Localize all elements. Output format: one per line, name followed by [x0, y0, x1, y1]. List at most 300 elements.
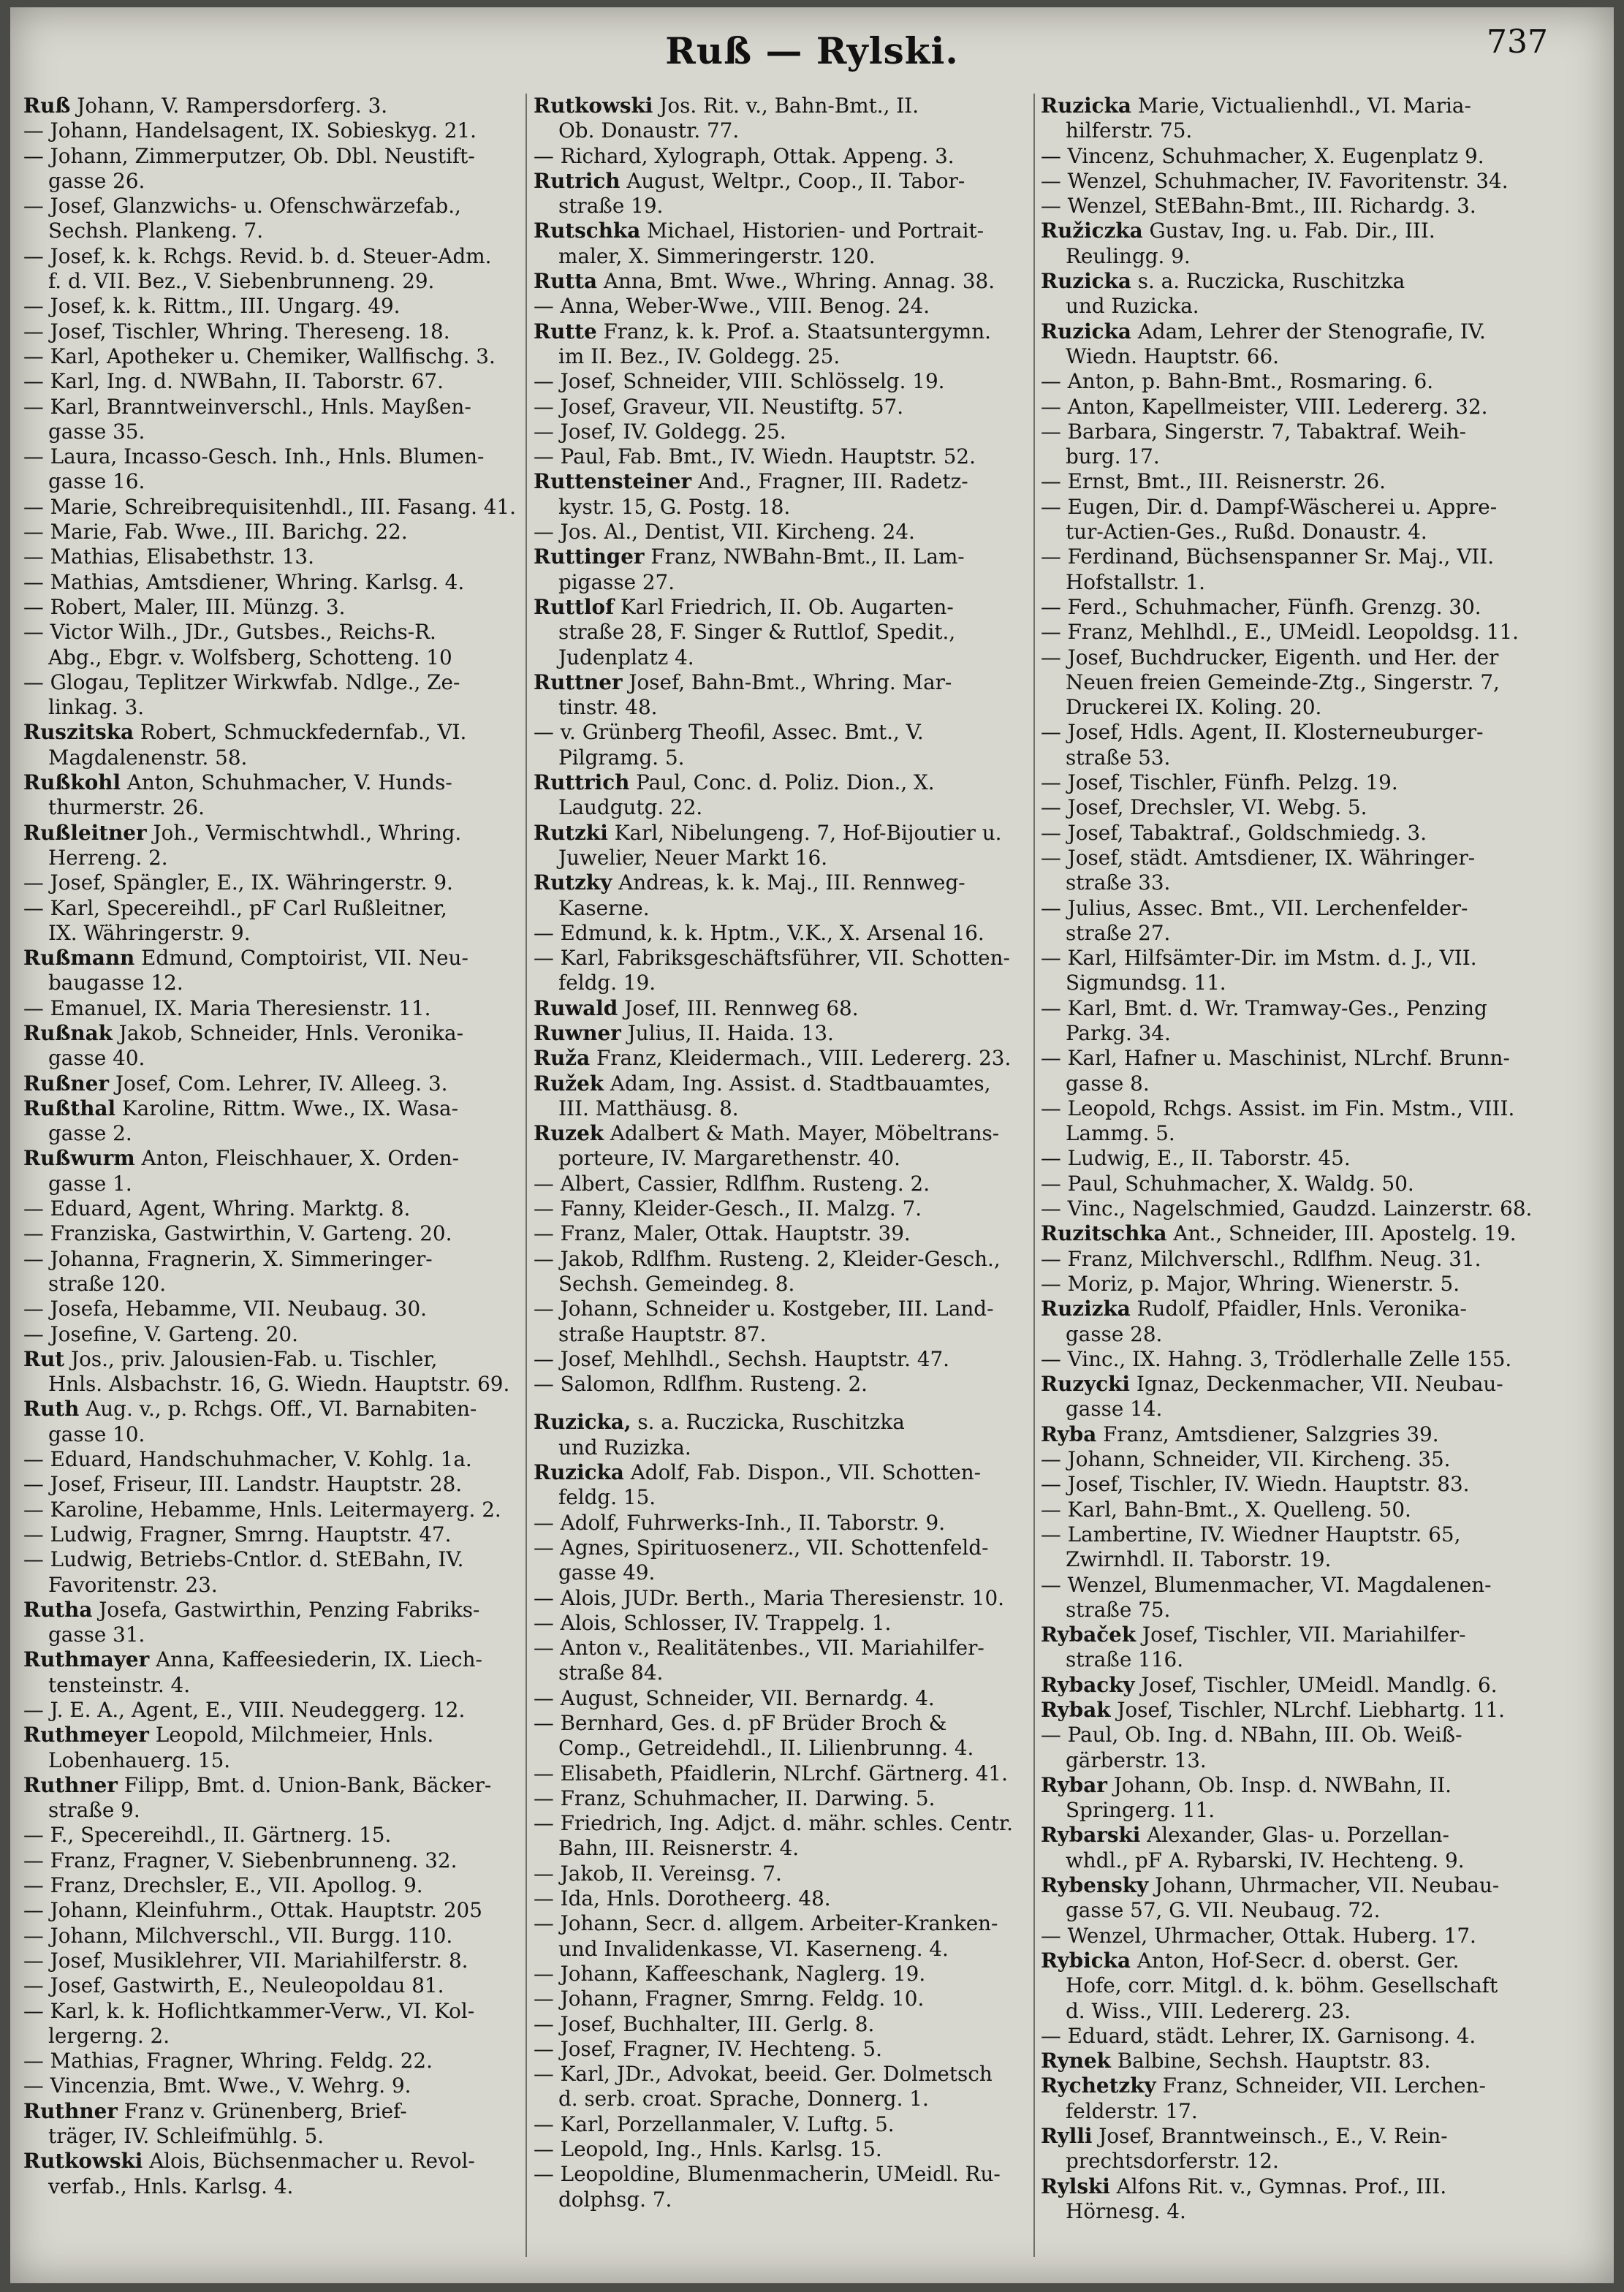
- entry-line: Magdalenenstr. 58.: [48, 745, 248, 770]
- directory-entry: [534, 1172, 1031, 1196]
- entry-line: Ruth Aug. v., p. Rchgs. Off., VI. Barnabiten-: [23, 1397, 477, 1422]
- entry-line: d. serb. croat. Sprache, Donnerg. 1.: [558, 2087, 929, 2111]
- entry-line: Ruttlof Karl Friedrich, II. Ob. Augarten-: [534, 594, 954, 619]
- entry-line: Rybacky Josef, Tischler, UMeidl. Mandlg. 6.: [1041, 1672, 1498, 1697]
- directory-entry: [1041, 395, 1538, 420]
- entry-line: Ruthmeyer Leopold, Milchmeier, Hnls.: [23, 1723, 434, 1748]
- directory-entry: [534, 1372, 1031, 1397]
- entry-line: gärberstr. 13.: [1066, 1748, 1207, 1772]
- directory-entry: [23, 1924, 520, 1948]
- entry-line: Rutha Josefa, Gastwirthin, Penzing Fabriks-: [23, 1597, 480, 1622]
- directory-entry: [1041, 2124, 1538, 2174]
- directory-entry: [1041, 1873, 1538, 1924]
- directory-entry: [534, 1247, 1031, 1297]
- entry-line: — Josef, IV. Goldegg. 25.: [534, 419, 786, 444]
- surname: Ruttlof: [534, 594, 615, 619]
- entry-line: tensteinstr. 4.: [48, 1672, 191, 1697]
- page-number: 737: [1487, 23, 1548, 61]
- directory-entry: [534, 1046, 1031, 1071]
- directory-entry: [534, 2137, 1031, 2162]
- directory-entry: [23, 319, 520, 344]
- entry-line: — Ludwig, Fragner, Smrng. Hauptstr. 47.: [23, 1522, 452, 1547]
- directory-entry: [1041, 1948, 1538, 2024]
- entry-line: — Franziska, Gastwirthin, V. Garteng. 20.: [23, 1221, 452, 1246]
- directory-entry: [1041, 369, 1538, 394]
- directory-entry: [534, 169, 1031, 219]
- entry-line: baugasse 12.: [48, 971, 183, 995]
- entry-line: Sechsh. Gemeindeg. 8.: [558, 1271, 795, 1296]
- directory-entry: [534, 670, 1031, 721]
- entry-line: Herreng. 2.: [48, 845, 168, 870]
- entry-line: — Johann, Kaffeeschank, Naglerg. 19.: [534, 1961, 926, 1986]
- directory-entry: [1041, 1924, 1538, 1948]
- surname: Rynek: [1041, 2049, 1111, 2073]
- directory-entry: [1041, 1146, 1538, 1171]
- entry-line: — Karl, Ing. d. NWBahn, II. Taborstr. 67.: [23, 369, 444, 394]
- entry-line: — Mathias, Amtsdiener, Whring. Karlsg. 4.: [23, 569, 465, 594]
- entry-line: Zwirnhdl. II. Taborstr. 19.: [1066, 1547, 1332, 1572]
- entry-line: — Leopoldine, Blumenmacherin, UMeidl. Ru-: [534, 2162, 1001, 2187]
- surname: Ruszitska: [23, 720, 134, 745]
- entry-line: — Franz, Schuhmacher, II. Darwing. 5.: [534, 1786, 936, 1810]
- entry-line: — Anton, Kapellmeister, VIII. Ledererg. 32.: [1041, 394, 1488, 419]
- directory-entry: [534, 1297, 1031, 1347]
- entry-line: Ruzicka Adam, Lehrer der Stenografie, IV.: [1041, 319, 1486, 344]
- entry-line: Rybaček Josef, Tischler, VII. Mariahilfer-: [1041, 1623, 1466, 1647]
- directory-entry: [1041, 1347, 1538, 1372]
- column-divider: [525, 94, 527, 2257]
- directory-entry: [534, 946, 1031, 996]
- entry-line: — Josef, Drechsler, VI. Webg. 5.: [1041, 795, 1367, 820]
- entry-line: d. Wiss., VIII. Ledererg. 23.: [1066, 1998, 1351, 2023]
- entry-line: — Ferd., Schuhmacher, Fünfh. Grenzg. 30.: [1041, 594, 1481, 619]
- directory-entry: [1041, 1372, 1538, 1422]
- surname: Rychetzky: [1041, 2073, 1156, 2098]
- entry-line: — Josef, k. k. Rchgs. Revid. b. d. Steuer-Adm.: [23, 243, 492, 268]
- entry-line: Ruthner Filipp, Bmt. d. Union-Bank, Bäcker-: [23, 1772, 492, 1797]
- surname: Ruzicka: [1041, 269, 1131, 294]
- entry-line: Wiedn. Hauptstr. 66.: [1066, 344, 1280, 368]
- entry-line: — Johann, Handelsagent, IX. Sobieskyg. 21.: [23, 118, 477, 143]
- directory-entry: [534, 144, 1031, 169]
- directory-entry: [534, 996, 1031, 1021]
- entry-line: lergerng. 2.: [48, 2023, 170, 2048]
- entry-line: — Karl, Fabriksgeschäftsführer, VII. Schotten-: [534, 946, 1010, 971]
- directory-entry: [1041, 544, 1538, 595]
- directory-entry: [534, 1221, 1031, 1246]
- entry-line: Rutkowski Alois, Büchsenmacher u. Revol-: [23, 2149, 475, 2174]
- entry-line: Comp., Getreidehdl., II. Lilienbrunng. 4.: [558, 1736, 974, 1761]
- entry-line: — Josef, Friseur, III. Landstr. Hauptstr. 28.: [23, 1472, 463, 1497]
- entry-line: — Josefa, Hebamme, VII. Neubaug. 30.: [23, 1297, 427, 1321]
- directory-entry: [1041, 219, 1538, 269]
- entry-line: pigasse 27.: [558, 569, 675, 594]
- surname: Ruttensteiner: [534, 469, 692, 494]
- directory-entry: [1041, 770, 1538, 795]
- entry-line: Pilgramg. 5.: [558, 745, 685, 770]
- entry-line: — Anton v., Realitätenbes., VII. Mariahilfer-: [534, 1636, 984, 1661]
- entry-line: — Salomon, Rdlfhm. Rusteng. 2.: [534, 1372, 868, 1397]
- surname: Ružiczka: [1041, 219, 1143, 243]
- entry-line: — Agnes, Spirituosenerz., VII. Schottenfeld-: [534, 1535, 989, 1560]
- entry-line: — Leopold, Rchgs. Assist. im Fin. Mstm., VIII.: [1041, 1096, 1515, 1120]
- entry-line: Druckerei IX. Koling. 20.: [1066, 695, 1322, 720]
- entry-line: tur-Actien-Ges., Rußd. Donaustr. 4.: [1066, 520, 1427, 544]
- entry-line: — Ludwig, E., II. Taborstr. 45.: [1041, 1146, 1351, 1171]
- surname: Ryba: [1041, 1422, 1097, 1446]
- directory-entry: [23, 1247, 520, 1297]
- directory-entry: [534, 420, 1031, 444]
- surname: Rußthal: [23, 1096, 116, 1120]
- entry-line: — Mathias, Elisabethstr. 13.: [23, 544, 314, 569]
- entry-line: — Wenzel, Uhrmacher, Ottak. Huberg. 17.: [1041, 1923, 1476, 1948]
- entry-line: — Johann, Zimmerputzer, Ob. Dbl. Neustift-: [23, 143, 475, 168]
- directory-entry: [534, 2012, 1031, 2037]
- directory-entry: [23, 1021, 520, 1071]
- entry-line: — Glogau, Teplitzer Wirkwfab. Ndlge., Ze-: [23, 669, 460, 694]
- entry-line: — Johann, Schneider, VII. Kircheng. 35.: [1041, 1447, 1451, 1472]
- entry-line: — Johann, Kleinfuhrm., Ottak. Hauptstr. 205: [23, 1898, 482, 1923]
- surname: Rußner: [23, 1071, 109, 1096]
- entry-line: Rybak Josef, Tischler, NLrchf. Liebhartg. 11.: [1041, 1698, 1505, 1722]
- page-title: Ruß — Rylski.: [665, 29, 959, 72]
- directory-entry: [23, 1096, 520, 1147]
- directory-entry: [23, 1146, 520, 1196]
- entry-line: — Josef, städt. Amtsdiener, IX. Währinger-: [1041, 845, 1476, 870]
- surname: Rußwurm: [23, 1146, 135, 1171]
- entry-line: Reulingg. 9.: [1066, 243, 1191, 268]
- directory-entry: [1041, 1247, 1538, 1272]
- directory-entry: [1041, 420, 1538, 470]
- entry-line: — Karl, JDr., Advokat, beeid. Ger. Dolmetsch: [534, 2062, 993, 2087]
- entry-line: gasse 2.: [48, 1121, 132, 1146]
- surname: Ruzizka: [1041, 1297, 1131, 1321]
- entry-line: Ryba Franz, Amtsdiener, Salzgries 39.: [1041, 1422, 1439, 1446]
- entry-line: Neuen freien Gemeinde-Ztg., Singerstr. 7,: [1066, 669, 1500, 694]
- directory-entry: [23, 620, 520, 670]
- entry-line: — Bernhard, Ges. d. pF Brüder Broch &: [534, 1711, 947, 1735]
- directory-entry: [23, 570, 520, 595]
- entry-line: — Eugen, Dir. d. Dampf-Wäscherei u. Appre-: [1041, 494, 1498, 519]
- entry-line: — Karl, Branntweinverschl., Hnls. Mayßen-: [23, 394, 471, 419]
- entry-line: f. d. VII. Bez., V. Siebenbrunneng. 29.: [48, 269, 435, 294]
- entry-line: linkag. 3.: [48, 695, 145, 720]
- directory-entry: [1041, 469, 1538, 494]
- surname: Ruttner: [534, 669, 623, 694]
- entry-line: Ruzitschka Ant., Schneider, III. Apostelg. 19.: [1041, 1221, 1517, 1246]
- directory-entry: [534, 1886, 1031, 1911]
- entry-line: — Anton, p. Bahn-Bmt., Rosmaring. 6.: [1041, 369, 1434, 394]
- surname: Ruža: [534, 1046, 591, 1071]
- entry-line: — Julius, Assec. Bmt., VII. Lerchenfelder-: [1041, 895, 1468, 920]
- entry-line: whdl., pF A. Rybarski, IV. Hechteng. 9.: [1066, 1848, 1465, 1872]
- entry-line: gasse 26.: [48, 168, 145, 193]
- entry-line: Rutta Anna, Bmt. Wwe., Whring. Annag. 38.: [534, 269, 995, 294]
- surname: Ruzicka: [1041, 319, 1131, 344]
- entry-line: Ruzicka s. a. Ruczicka, Ruschitzka: [1041, 269, 1405, 294]
- directory-entry: [1041, 1522, 1538, 1573]
- entry-line: — Josefine, V. Garteng. 20.: [23, 1321, 298, 1346]
- entry-line: und Ruzicka.: [1066, 294, 1199, 319]
- entry-line: — Ida, Hnls. Dorotheerg. 48.: [534, 1886, 831, 1911]
- entry-line: Rußmann Edmund, Comptoirist, VII. Neu-: [23, 946, 468, 971]
- directory-entry: [23, 670, 520, 721]
- entry-line: träger, IV. Schleifmühlg. 5.: [48, 2124, 325, 2149]
- entry-line: Juwelier, Neuer Markt 16.: [558, 845, 828, 870]
- directory-entry: [534, 1021, 1031, 1046]
- entry-line: — v. Grünberg Theofil, Assec. Bmt., V.: [534, 720, 924, 745]
- entry-line: — Josef, Schneider, VIII. Schlösselg. 19.: [534, 369, 945, 394]
- entry-line: — Johann, Fragner, Smrng. Feldg. 10.: [534, 1986, 925, 2011]
- entry-line: — Emanuel, IX. Maria Theresienstr. 11.: [23, 995, 431, 1020]
- entry-line: — Karoline, Hebamme, Hnls. Leitermayerg. 2.: [23, 1497, 501, 1522]
- directory-entry: [23, 1973, 520, 1998]
- entry-line: — J. E. A., Agent, E., VIII. Neudeggerg. 12.: [23, 1698, 466, 1722]
- entry-line: — Paul, Schuhmacher, X. Waldg. 50.: [1041, 1171, 1414, 1196]
- entry-line: Bahn, III. Reisnerstr. 4.: [558, 1836, 800, 1861]
- entry-line: — Jakob, II. Vereinsg. 7.: [534, 1861, 782, 1886]
- directory-entry: [1041, 495, 1538, 545]
- entry-line: Lammg. 5.: [1066, 1121, 1175, 1146]
- directory-entry: [23, 1498, 520, 1522]
- entry-line: gasse 28.: [1066, 1321, 1163, 1346]
- entry-line: straße 28, F. Singer & Ruttlof, Spedit.,: [558, 620, 956, 645]
- entry-line: — Richard, Xylograph, Ottak. Appeng. 3.: [534, 143, 955, 168]
- directory-entry: [534, 469, 1031, 520]
- entry-line: Ob. Donaustr. 77.: [558, 118, 740, 143]
- directory-entry: [1041, 1472, 1538, 1497]
- entry-line: — Franz, Milchverschl., Rdlfhm. Neug. 31.: [1041, 1246, 1481, 1271]
- entry-line: Ruwner Julius, II. Haida. 13.: [534, 1020, 834, 1045]
- entry-line: Ruzicka Adolf, Fab. Dispon., VII. Schotten-: [534, 1460, 982, 1485]
- entry-line: tinstr. 48.: [558, 695, 658, 720]
- column-2: [534, 94, 1031, 2272]
- directory-entry: [23, 1823, 520, 1848]
- entry-line: — Eduard, Handschuhmacher, V. Kohlg. 1a.: [23, 1447, 472, 1472]
- entry-line: Lobenhauerg. 15.: [48, 1748, 231, 1772]
- entry-line: Rutkowski Jos. Rit. v., Bahn-Bmt., II.: [534, 94, 919, 118]
- directory-entry: [1041, 144, 1538, 169]
- directory-entry: [534, 319, 1031, 370]
- entry-line: — Josef, Graveur, VII. Neustiftg. 57.: [534, 394, 904, 419]
- surname: Ruwner: [534, 1020, 621, 1045]
- entry-line: — Johann, Secr. d. allgem. Arbeiter-Kranken-: [534, 1911, 998, 1936]
- entry-line: — Josef, Glanzwichs- u. Ofenschwärzefab.,: [23, 194, 461, 219]
- directory-entry: [23, 1221, 520, 1246]
- entry-line: — Lambertine, IV. Wiedner Hauptstr. 65,: [1041, 1522, 1461, 1547]
- directory-entry: [1041, 169, 1538, 194]
- directory-entry: [1041, 1096, 1538, 1147]
- entry-line: — Elisabeth, Pfaidlerin, NLrchf. Gärtnerg. 41.: [534, 1761, 1008, 1786]
- entry-line: straße 53.: [1066, 745, 1171, 770]
- surname: Rutzky: [534, 870, 612, 895]
- entry-line: Rutschka Michael, Historien- und Portrait-: [534, 219, 984, 243]
- directory-entry: [1041, 319, 1538, 370]
- entry-line: gasse 1.: [48, 1171, 132, 1196]
- entry-line: — Josef, Tischler, Fünfh. Pelzg. 19.: [1041, 770, 1398, 795]
- entry-line: gasse 35.: [48, 419, 145, 444]
- entry-line: — Eduard, städt. Lehrer, IX. Garnisong. 4.: [1041, 2023, 1476, 2048]
- directory-entry: [534, 544, 1031, 595]
- entry-line: — Alois, Schlosser, IV. Trappelg. 1.: [534, 1610, 892, 1635]
- entry-line: IX. Währingerstr. 9.: [48, 920, 251, 945]
- directory-entry: [23, 1898, 520, 1923]
- directory-entry: [1041, 269, 1538, 319]
- entry-line: — Karl, Porzellanmaler, V. Luftg. 5.: [534, 2111, 895, 2136]
- entry-line: — Leopold, Ing., Hnls. Karlsg. 15.: [534, 2137, 882, 2162]
- entry-line: Abg., Ebgr. v. Wolfsberg, Schotteng. 10: [48, 645, 452, 669]
- directory-entry: [23, 2149, 520, 2199]
- surname: Rybicka: [1041, 1948, 1131, 1973]
- entry-line: — Ferdinand, Büchsenspanner Sr. Maj., VII.: [1041, 544, 1495, 569]
- entry-line: Ruttensteiner And., Fragner, III. Radetz-: [534, 469, 968, 494]
- directory-page: [10, 7, 1614, 2283]
- entry-line: Rybar Johann, Ob. Insp. d. NWBahn, II.: [1041, 1772, 1452, 1797]
- directory-entry: [534, 1711, 1031, 1761]
- surname: Rußleitner: [23, 820, 147, 845]
- directory-entry: [534, 94, 1031, 144]
- entry-line: Rybarski Alexander, Glas- u. Porzellan-: [1041, 1823, 1449, 1848]
- entry-line: Rußleitner Joh., Vermischtwhdl., Whring.: [23, 820, 462, 845]
- entry-line: — Franz, Fragner, V. Siebenbrunneng. 32.: [23, 1848, 458, 1872]
- entry-line: — Anna, Weber-Wwe., VIII. Benog. 24.: [534, 294, 930, 319]
- surname: Ruthmeyer: [23, 1723, 149, 1748]
- directory-entry: [1041, 2024, 1538, 2049]
- surname: Ruzicka: [534, 1460, 624, 1485]
- directory-entry: [23, 1948, 520, 1973]
- entry-line: Ruthmayer Anna, Kaffeesiederin, IX. Liech-: [23, 1647, 482, 1672]
- directory-entry: [1041, 1698, 1538, 1723]
- directory-entry: [534, 1121, 1031, 1172]
- entry-line: straße 33.: [1066, 870, 1171, 895]
- directory-entry: [534, 1986, 1031, 2011]
- entry-line: straße 9.: [48, 1798, 140, 1823]
- entry-line: Rußkohl Anton, Schuhmacher, V. Hunds-: [23, 770, 452, 795]
- directory-entry: [1041, 1773, 1538, 1824]
- entry-line: — Johanna, Fragnerin, X. Simmeringer-: [23, 1246, 433, 1271]
- entry-line: Ruwald Josef, III. Rennweg 68.: [534, 995, 859, 1020]
- directory-entry: [1041, 946, 1538, 996]
- directory-entry: [534, 1811, 1031, 1862]
- surname: Ruttrich: [534, 770, 630, 795]
- directory-entry: [1041, 94, 1538, 144]
- entry-line: — Jos. Al., Dentist, VII. Kircheng. 24.: [534, 520, 915, 544]
- directory-entry: [1041, 1498, 1538, 1522]
- directory-entry: [1041, 1673, 1538, 1698]
- entry-line: Hörnesg. 4.: [1066, 2198, 1186, 2223]
- entry-line: Ruzicka Marie, Victualienhdl., VI. Maria-: [1041, 94, 1471, 118]
- directory-entry: [23, 544, 520, 569]
- directory-entry: [23, 1598, 520, 1648]
- entry-line: — Fanny, Kleider-Gesch., II. Malzg. 7.: [534, 1196, 922, 1221]
- entry-line: Ruszitska Robert, Schmuckfedernfab., VI.: [23, 720, 467, 745]
- entry-line: — Wenzel, Schuhmacher, IV. Favoritenstr. 34.: [1041, 168, 1509, 193]
- directory-entry: [23, 1999, 520, 2049]
- entry-line: — Marie, Fab. Wwe., III. Barichg. 22.: [23, 520, 408, 544]
- directory-entry: [1041, 1422, 1538, 1447]
- entry-line: feldg. 15.: [558, 1485, 656, 1510]
- entry-line: kystr. 15, G. Postg. 18.: [558, 494, 791, 519]
- entry-line: Rutte Franz, k. k. Prof. a. Staatsuntergymn.: [534, 319, 991, 344]
- directory-entry: [534, 1911, 1031, 1962]
- directory-entry: [534, 2037, 1031, 2062]
- entry-line: Ruttinger Franz, NWBahn-Bmt., II. Lam-: [534, 544, 965, 569]
- entry-line: — Vinc., IX. Hahng. 3, Trödlerhalle Zelle 155.: [1041, 1346, 1512, 1371]
- directory-entry: [534, 1410, 1031, 1460]
- entry-line: — Vinc., Nagelschmied, Gaudzd. Lainzerstr. 68.: [1041, 1196, 1533, 1221]
- entry-line: prechtsdorferstr. 12.: [1066, 2149, 1279, 2174]
- directory-entry: [23, 1522, 520, 1547]
- surname: Ružek: [534, 1071, 604, 1096]
- entry-line: — Josef, k. k. Rittm., III. Ungarg. 49.: [23, 294, 401, 319]
- entry-line: Hnls. Alsbachstr. 16, G. Wiedn. Hauptstr. 69.: [48, 1372, 510, 1397]
- entry-line: Rußner Josef, Com. Lehrer, IV. Alleeg. 3.: [23, 1071, 448, 1096]
- entry-line: Sechsh. Plankeng. 7.: [48, 219, 264, 243]
- entry-gap: [534, 1397, 1031, 1410]
- directory-entry: [534, 821, 1031, 871]
- entry-line: Ruzizka Rudolf, Pfaidler, Hnls. Veronika-: [1041, 1297, 1467, 1321]
- surname: Rutkowski: [23, 2149, 143, 2174]
- entry-line: — Josef, Tabaktraf., Goldschmiedg. 3.: [1041, 820, 1427, 845]
- directory-entry: [534, 520, 1031, 544]
- entry-line: — Alois, JUDr. Berth., Maria Theresienstr. 10.: [534, 1585, 1004, 1610]
- directory-entry: [534, 770, 1031, 821]
- directory-entry: [1041, 1272, 1538, 1297]
- entry-line: porteure, IV. Margarethenstr. 40.: [558, 1146, 901, 1171]
- directory-entry: [534, 2162, 1031, 2212]
- entry-line: — Josef, Spängler, E., IX. Währingerstr. 9.: [23, 870, 453, 895]
- page-header: [10, 7, 1614, 95]
- surname: Rybarski: [1041, 1823, 1141, 1848]
- entry-line: Ruthner Franz v. Grünenberg, Brief-: [23, 2098, 407, 2123]
- directory-entry: [1041, 720, 1538, 770]
- surname: Ruthner: [23, 1772, 118, 1797]
- entry-line: — Victor Wilh., JDr., Gutsbes., Reichs-R.: [23, 620, 436, 645]
- directory-entry: [23, 244, 520, 295]
- surname: Rutkowski: [534, 94, 653, 118]
- surname: Rußnak: [23, 1020, 113, 1045]
- entry-line: — Robert, Maler, III. Münzg. 3.: [23, 594, 346, 619]
- entry-line: — Josef, Fragner, IV. Hechteng. 5.: [534, 2036, 882, 2061]
- entry-line: Ruzek Adalbert & Math. Mayer, Möbeltrans-: [534, 1121, 1000, 1146]
- directory-entry: [23, 294, 520, 319]
- directory-entry: [534, 395, 1031, 420]
- entry-line: — Josef, Buchhalter, III. Gerlg. 8.: [534, 2011, 875, 2036]
- entry-line: straße 84.: [558, 1661, 664, 1685]
- directory-entry: [23, 2099, 520, 2149]
- directory-entry: [534, 1071, 1031, 1122]
- directory-entry: [23, 369, 520, 394]
- directory-entry: [23, 1547, 520, 1598]
- directory-entry: [534, 1962, 1031, 1986]
- directory-entry: [23, 444, 520, 495]
- entry-line: straße 75.: [1066, 1597, 1171, 1622]
- directory-entry: [1041, 1221, 1538, 1246]
- directory-entry: [23, 1723, 520, 1773]
- directory-entry: [23, 996, 520, 1021]
- entry-line: III. Matthäusg. 8.: [558, 1096, 739, 1120]
- entry-line: — Karl, Bahn-Bmt., X. Quelleng. 50.: [1041, 1497, 1411, 1522]
- entry-line: — Josef, Gastwirth, E., Neuleopoldau 81.: [23, 1973, 444, 1998]
- directory-entry: [1041, 620, 1538, 645]
- entry-line: — Paul, Ob. Ing. d. NBahn, III. Ob. Weiß-: [1041, 1723, 1462, 1748]
- entry-line: — Mathias, Fragner, Whring. Feldg. 22.: [23, 2049, 433, 2073]
- entry-line: gasse 8.: [1066, 1071, 1150, 1096]
- surname: Ruß: [23, 94, 71, 118]
- entry-line: — Friedrich, Ing. Adjct. d. mähr. schles. Centr.: [534, 1811, 1013, 1836]
- directory-entry: [23, 720, 520, 770]
- surname: Ruttinger: [534, 544, 645, 569]
